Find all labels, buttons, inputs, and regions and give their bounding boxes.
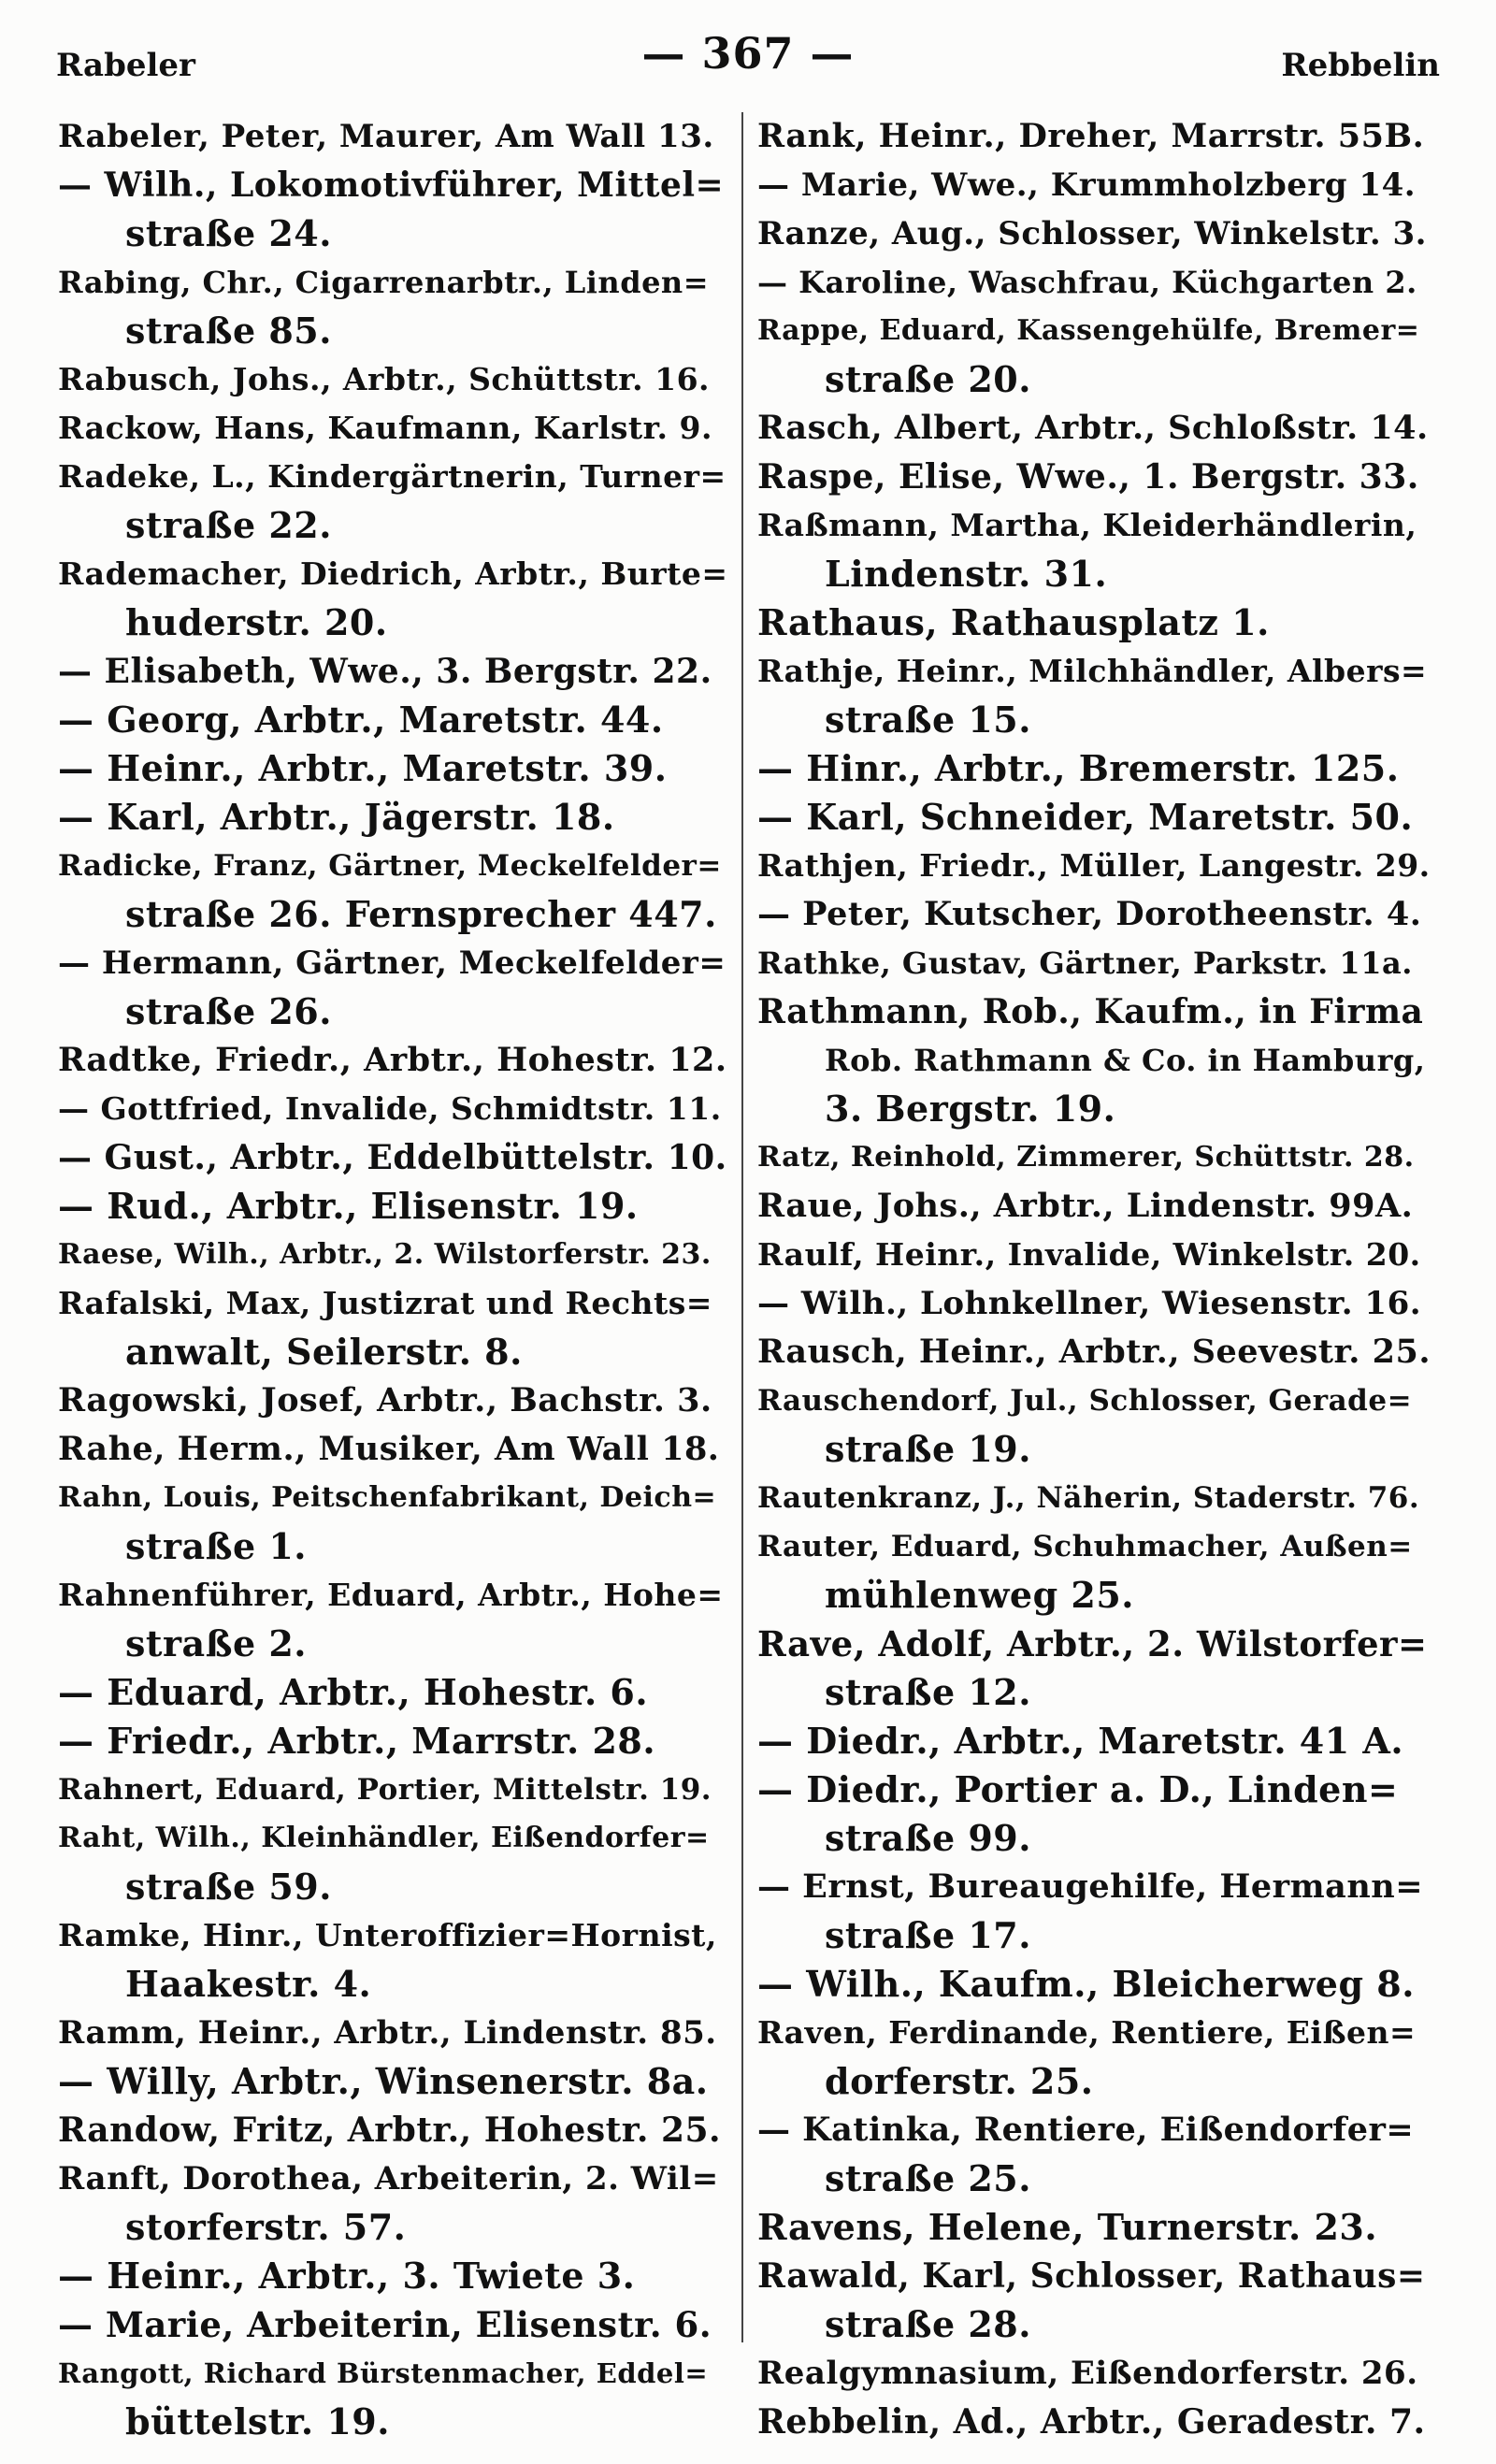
entry-continuation-line: straße 28.: [825, 2303, 1031, 2345]
entry-continuation-line: straße 22.: [125, 504, 332, 546]
directory-entry-line: Ranze, Aug., Schlosser, Winkelstr. 3.: [757, 215, 1428, 252]
directory-entry-line: Ravens, Helene, Turnerstr. 23.: [757, 2206, 1378, 2248]
directory-entry-line: Raulf, Heinr., Invalide, Winkelstr. 20.: [757, 1236, 1421, 1273]
entry-continuation-line: büttelstr. 19.: [125, 2400, 390, 2442]
entry-continuation-line: 3. Bergstr. 19.: [825, 1088, 1116, 1130]
directory-entry-line: — Marie, Arbeiterin, Elisenstr. 6.: [58, 2304, 712, 2345]
directory-entry-line: Ramke, Hinr., Unteroffizier=Hornist,: [58, 1917, 717, 1953]
directory-entry-line: — Wilh., Lohnkellner, Wiesenstr. 16.: [757, 1285, 1422, 1322]
directory-entry-line: — Katinka, Rentiere, Eißendorfer=: [757, 2111, 1415, 2149]
directory-entry-line: Radtke, Friedr., Arbtr., Hohestr. 12.: [58, 1041, 727, 1079]
directory-entry-line: — Hermann, Gärtner, Meckelfelder=: [58, 944, 726, 982]
page-number: — 367 —: [641, 28, 855, 79]
directory-entry-line: — Wilh., Kaufm., Bleicherweg 8.: [757, 1963, 1415, 2005]
entry-continuation-line: straße 85.: [125, 310, 332, 352]
directory-entry-line: Rathaus, Rathausplatz 1.: [757, 601, 1270, 643]
entry-continuation-line: straße 25.: [825, 2157, 1031, 2199]
directory-entry-line: Ranft, Dorothea, Arbeiterin, 2. Wil=: [58, 2160, 719, 2197]
entry-continuation-line: huderstr. 20.: [125, 601, 388, 643]
directory-entry-line: Rademacher, Diedrich, Arbtr., Burte=: [58, 555, 727, 592]
page-header: [56, 26, 1440, 92]
entry-continuation-line: straße 99.: [825, 1817, 1031, 1859]
directory-entry-line: Ragowski, Josef, Arbtr., Bachstr. 3.: [58, 1381, 712, 1419]
entry-continuation-line: straße 26.: [125, 990, 332, 1032]
entry-continuation-line: straße 59.: [125, 1866, 332, 1908]
directory-entry-line: Rasch, Albert, Arbtr., Schloßstr. 14.: [757, 409, 1429, 447]
directory-entry-line: — Gust., Arbtr., Eddelbüttelstr. 10.: [58, 1138, 727, 1177]
directory-entry-line: Rawald, Karl, Schlosser, Rathaus=: [757, 2256, 1426, 2296]
directory-entry-line: Rackow, Hans, Kaufmann, Karlstr. 9.: [58, 410, 712, 446]
directory-entry-line: Rautenkranz, J., Näherin, Staderstr. 76.: [757, 1481, 1420, 1515]
directory-entry-line: Randow, Fritz, Arbtr., Hohestr. 25.: [58, 2111, 722, 2150]
directory-entry-line: Rappe, Eduard, Kassengehülfe, Bremer=: [757, 314, 1420, 347]
entry-continuation-line: straße 12.: [825, 1671, 1031, 1713]
directory-entry-line: Rangott, Richard Bürstenmacher, Eddel=: [58, 2357, 709, 2389]
entry-continuation-line: storferstr. 57.: [125, 2206, 407, 2248]
directory-entry-line: Raue, Johs., Arbtr., Lindenstr. 99A.: [757, 1187, 1414, 1225]
entry-continuation-line: Lindenstr. 31.: [825, 553, 1108, 595]
directory-entry-line: Ratz, Reinhold, Zimmerer, Schüttstr. 28.: [757, 1141, 1415, 1174]
directory-entry-line: — Diedr., Portier a. D., Linden=: [757, 1768, 1399, 1810]
directory-entry-line: — Karl, Arbtr., Jägerstr. 18.: [58, 796, 615, 838]
directory-entry-line: Rathke, Gustav, Gärtner, Parkstr. 11a.: [757, 945, 1413, 981]
directory-entry-line: — Ernst, Bureaugehilfe, Hermann=: [757, 1867, 1424, 1906]
directory-entry-line: — Marie, Wwe., Krummholzberg 14.: [757, 166, 1417, 204]
entry-continuation-line: straße 20.: [825, 358, 1031, 400]
directory-entry-line: — Eduard, Arbtr., Hohestr. 6.: [58, 1671, 649, 1713]
directory-entry-line: Raspe, Elise, Wwe., 1. Bergstr. 33.: [757, 457, 1419, 497]
directory-entry-line: — Diedr., Arbtr., Maretstr. 41 A.: [757, 1720, 1404, 1762]
directory-entry-line: Rahe, Herm., Musiker, Am Wall 18.: [58, 1430, 720, 1468]
directory-entry-line: Rank, Heinr., Dreher, Marrstr. 55B.: [757, 117, 1425, 155]
header-last-entry: Rebbelin: [1281, 47, 1440, 84]
directory-entry-line: — Heinr., Arbtr., 3. Twiete 3.: [58, 2255, 636, 2297]
directory-entry-line: Raven, Ferdinande, Rentiere, Eißen=: [757, 2014, 1417, 2051]
directory-entry-line: Rathmann, Rob., Kaufm., in Firma: [757, 992, 1424, 1031]
entry-continuation-line: mühlenweg 25.: [825, 1574, 1135, 1616]
directory-entry-line: Rahnert, Eduard, Portier, Mittelstr. 19.: [58, 1773, 712, 1807]
directory-entry-line: Radicke, Franz, Gärtner, Meckelfelder=: [58, 849, 722, 883]
directory-entry-line: Radeke, L., Kindergärtnerin, Turner=: [58, 458, 726, 495]
directory-entry-line: — Elisabeth, Wwe., 3. Bergstr. 22.: [58, 652, 712, 691]
directory-entry-line: Rave, Adolf, Arbtr., 2. Wilstorfer=: [757, 1623, 1428, 1664]
directory-entry-line: Rahn, Louis, Peitschenfabrikant, Deich=: [58, 1481, 717, 1514]
directory-entry-line: Rauschendorf, Jul., Schlosser, Gerade=: [757, 1384, 1413, 1418]
directory-entry-line: Rabing, Chr., Cigarrenarbtr., Linden=: [58, 265, 709, 300]
directory-entry-line: — Hinr., Arbtr., Bremerstr. 125.: [757, 747, 1400, 789]
directory-entry-line: Rathje, Heinr., Milchhändler, Albers=: [757, 653, 1428, 689]
directory-entry-line: — Karoline, Waschfrau, Küchgarten 2.: [757, 265, 1417, 300]
entry-continuation-line: straße 17.: [825, 1914, 1031, 1956]
directory-entry-line: Realgymnasium, Eißendorferstr. 26.: [757, 2355, 1418, 2392]
entry-continuation-line: straße 2.: [125, 1622, 308, 1664]
entry-continuation-line: straße 15.: [825, 699, 1031, 741]
directory-entry-line: Rausch, Heinr., Arbtr., Seevestr. 25.: [757, 1333, 1431, 1371]
directory-entry-line: — Gottfried, Invalide, Schmidtstr. 11.: [58, 1090, 722, 1127]
directory-entry-line: Rafalski, Max, Justizrat und Rechts=: [58, 1285, 712, 1321]
directory-entry-line: Rebbelin, Ad., Arbtr., Geradestr. 7.: [757, 2402, 1426, 2442]
directory-entry-line: Rabusch, Johs., Arbtr., Schüttstr. 16.: [58, 361, 711, 397]
directory-entry-line: — Heinr., Arbtr., Maretstr. 39.: [58, 747, 668, 789]
column-divider: [741, 112, 743, 2342]
directory-entry-line: Raese, Wilh., Arbtr., 2. Wilstorferstr. 23.: [58, 1238, 712, 1271]
directory-entry-line: Rathjen, Friedr., Müller, Langestr. 29.: [757, 847, 1431, 884]
entry-continuation-line: Haakestr. 4.: [125, 1963, 372, 2005]
entry-continuation-line: straße 26. Fernsprecher 447.: [125, 893, 717, 935]
directory-entry-line: Raßmann, Martha, Kleiderhändlerin,: [757, 507, 1417, 543]
right-column: [757, 112, 1431, 2446]
entry-continuation-line: straße 19.: [825, 1428, 1031, 1470]
directory-entry-line: Ramm, Heinr., Arbtr., Lindenstr. 85.: [58, 2014, 717, 2052]
directory-entry-line: — Peter, Kutscher, Dorotheenstr. 4.: [757, 895, 1422, 933]
directory-entry-line: — Friedr., Arbtr., Marrstr. 28.: [58, 1720, 656, 1762]
entry-continuation-line: Rob. Rathmann & Co. in Hamburg,: [825, 1043, 1426, 1078]
entry-continuation-line: straße 24.: [125, 212, 332, 254]
directory-entry-line: — Willy, Arbtr., Winsenerstr. 8a.: [58, 2060, 709, 2102]
directory-entry-line: — Karl, Schneider, Maretstr. 50.: [757, 796, 1414, 838]
entry-continuation-line: straße 1.: [125, 1525, 308, 1567]
directory-entry-line: Rahnenführer, Eduard, Arbtr., Hohe=: [58, 1577, 724, 1613]
entry-continuation-line: anwalt, Seilerstr. 8.: [125, 1331, 523, 1373]
directory-entry-line: — Georg, Arbtr., Maretstr. 44.: [58, 699, 664, 741]
header-first-entry: Rabeler: [56, 47, 195, 84]
directory-entry-line: Rabeler, Peter, Maurer, Am Wall 13.: [58, 118, 714, 155]
entry-continuation-line: dorferstr. 25.: [825, 2060, 1094, 2102]
directory-entry-line: Raht, Wilh., Kleinhändler, Eißendorfer=: [58, 1822, 710, 1854]
directory-entry-line: — Rud., Arbtr., Elisenstr. 19.: [58, 1185, 639, 1227]
left-column: [58, 112, 727, 2446]
directory-entry-line: Rauter, Eduard, Schuhmacher, Außen=: [757, 1530, 1413, 1563]
directory-entry-line: — Wilh., Lokomotivführer, Mittel=: [58, 166, 725, 205]
